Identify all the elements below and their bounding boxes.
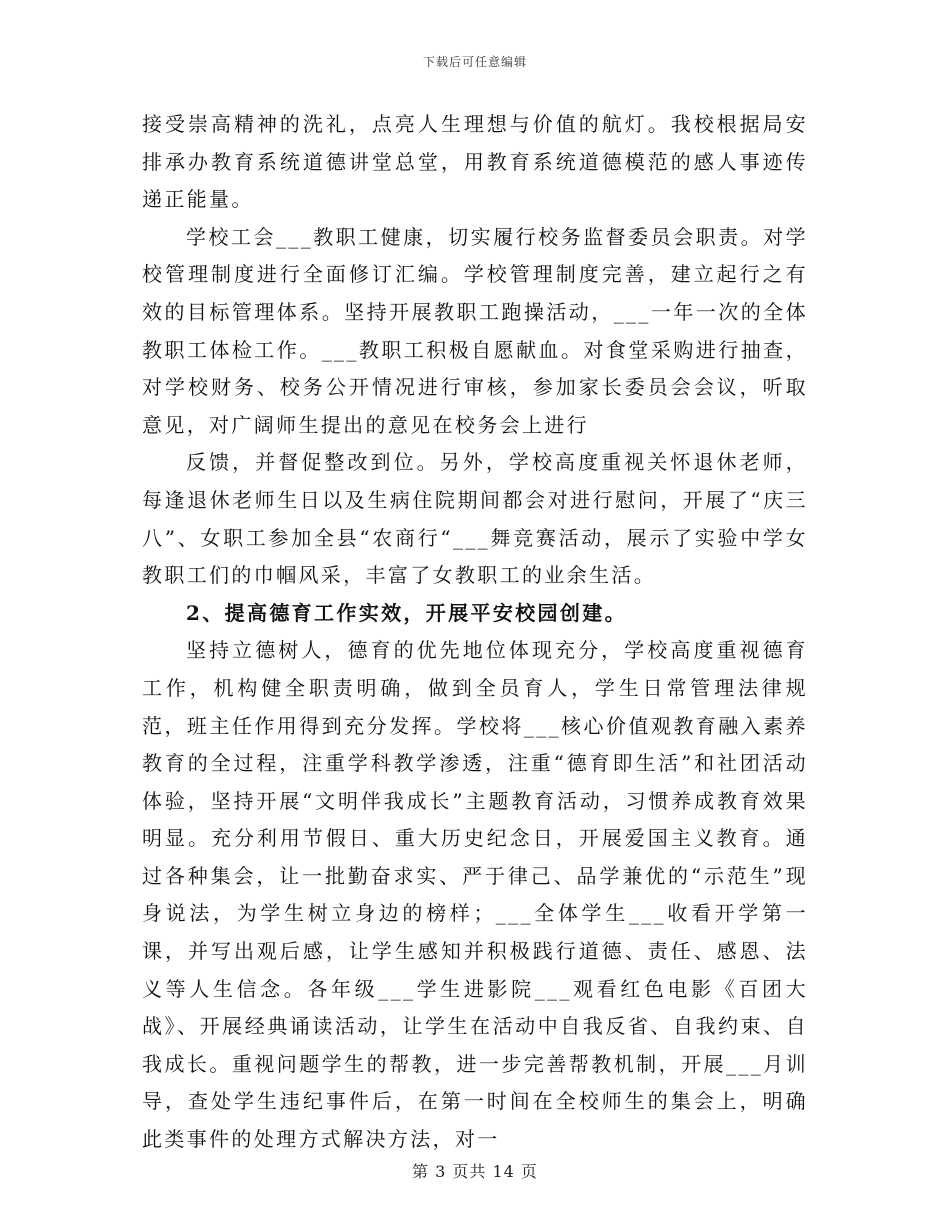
section-heading: 2、提高德育工作实效，开展平安校园创建。 <box>186 600 627 625</box>
document-body <box>142 106 808 1159</box>
paragraph-continuation: 接受崇高精神的洗礼，点亮人生理想与价值的航灯。我校根据局安排承办教育系统道德讲堂总堂，用教育系统道德模范的感人事迹传递正能量。 <box>142 112 808 212</box>
paragraph-moral-education: 坚持立德树人，德育的优先地位体现充分，学校高度重视德育工作，机构健全职责明确，做到全员育人，学生日常管理法律规范，班主任作用得到充分发挥。学校将___核心价值观教育融入素养教育的全过程，注重学科教学渗透，注重“德育即生活”和社团活动体验，坚持开展“文明伴我成长”主题教育活动，习惯养成教育效果明显。充分利用节假日、重大历史纪念日，开展爱国主义教育。通过各种集会，让一批勤奋求实、严于律己、品学兼优的“示范生”现身说法，为学生树立身边的榜样；___全体学生___收看开学第一课，并写出观后感，让学生感知并积极践行道德、责任、感恩、法义等人生信念。各年级___学生进影院___观看红色电影《百团大战》、开展经典诵读活动，让学生在活动中自我反省、自我约束、自我成长。重视问题学生的帮教，进一步完善帮教机制，开展___月训导，查处学生违纪事件后，在第一时间在全校师生的集会上，明确此类事件的处理方式解决方法，对一 <box>142 638 808 1152</box>
page-footer: 第 3 页共 14 页 <box>412 1162 538 1181</box>
paragraph-feedback: 反馈，并督促整改到位。另外，学校高度重视关怀退休老师，每逢退休老师生日以及生病住院期间都会对进行慰问，开展了“庆三八”、女职工参加全县“农商行“___舞竞赛活动，展示了实验中学女教职工们的巾帼风采，丰富了女教职工的业余生活。 <box>142 450 808 588</box>
paragraph-union-work: 学校工会___教职工健康，切实履行校务监督委员会职责。对学校管理制度进行全面修订汇编。学校管理制度完善，建立起行之有效的目标管理体系。坚持开展教职工跑操活动，___一年一次的全体教职工体检工作。___教职工积极自愿献血。对食堂采购进行抽查，对学校财务、校务公开情况进行审核，参加家长委员会会议，听取意见，对广阔师生提出的意见在校务会上进行 <box>142 224 808 437</box>
page-header: 下载后可任意编辑 <box>422 55 527 69</box>
